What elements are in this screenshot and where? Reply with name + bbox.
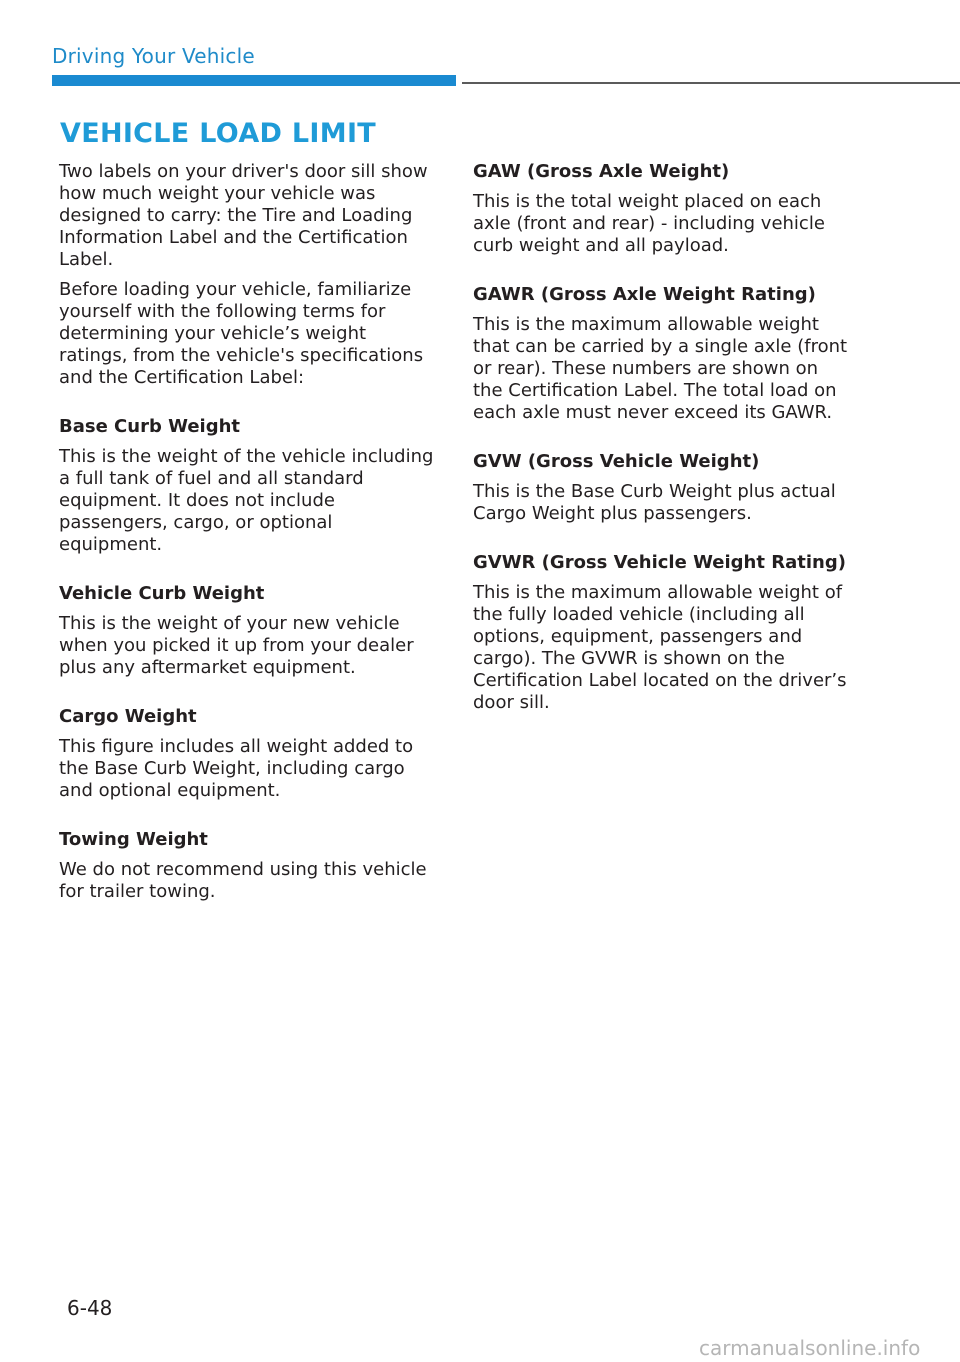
base-curb-weight-title: Base Curb Weight bbox=[59, 416, 241, 437]
header-rule-blue bbox=[52, 75, 456, 86]
watermark: carmanualsonline.info bbox=[699, 1336, 921, 1360]
right-column bbox=[473, 161, 853, 722]
gvwr-title: GVWR (Gross Vehicle Weight Rating) bbox=[473, 552, 846, 573]
towing-weight-body: We do not recommend using this vehicle for trailer towing. bbox=[59, 859, 427, 902]
intro-paragraph-1: Two labels on your driver's door sill show how much weight your vehicle was designed to carry: the Tire and Loading Information Label and the Certification Label. bbox=[59, 161, 428, 270]
page-number: 6-48 bbox=[67, 1296, 113, 1320]
gawr-title: GAWR (Gross Axle Weight Rating) bbox=[473, 284, 816, 305]
gaw-title: GAW (Gross Axle Weight) bbox=[473, 161, 730, 182]
gawr-body: This is the maximum allowable weight that can be carried by a single axle (front or rear). These numbers are shown on the Certification Label. The total load on each axle must never exceed its GAWR. bbox=[473, 314, 848, 423]
left-column bbox=[59, 161, 439, 911]
page-heading: VEHICLE LOAD LIMIT bbox=[60, 118, 377, 149]
vehicle-curb-weight-title: Vehicle Curb Weight bbox=[59, 583, 265, 604]
towing-weight-title: Towing Weight bbox=[59, 829, 208, 850]
gvw-body: This is the Base Curb Weight plus actual Cargo Weight plus passengers. bbox=[473, 481, 836, 524]
header-rule-gray bbox=[462, 82, 960, 84]
intro-paragraph-2: Before loading your vehicle, familiarize yourself with the following terms for determining your vehicle’s weight ratings, from the vehicle's specifications and the Certification Label: bbox=[59, 279, 424, 388]
base-curb-weight-body: This is the weight of the vehicle including a full tank of fuel and all standard equipment. It does not include passengers, cargo, or optional equipment. bbox=[59, 446, 434, 555]
gaw-body: This is the total weight placed on each axle (front and rear) - including vehicle curb weight and all payload. bbox=[473, 191, 825, 256]
cargo-weight-body: This figure includes all weight added to the Base Curb Weight, including cargo and optional equipment. bbox=[59, 736, 414, 801]
cargo-weight-title: Cargo Weight bbox=[59, 706, 197, 727]
gvwr-body: This is the maximum allowable weight of the fully loaded vehicle (including all options, equipment, passengers and cargo). The GVWR is shown on the Certification Label located on the driver’s door sill. bbox=[473, 582, 847, 713]
section-title: Driving Your Vehicle bbox=[52, 44, 255, 68]
vehicle-curb-weight-body: This is the weight of your new vehicle when you picked it up from your dealer plus any aftermarket equipment. bbox=[59, 613, 414, 678]
gvw-title: GVW (Gross Vehicle Weight) bbox=[473, 451, 760, 472]
